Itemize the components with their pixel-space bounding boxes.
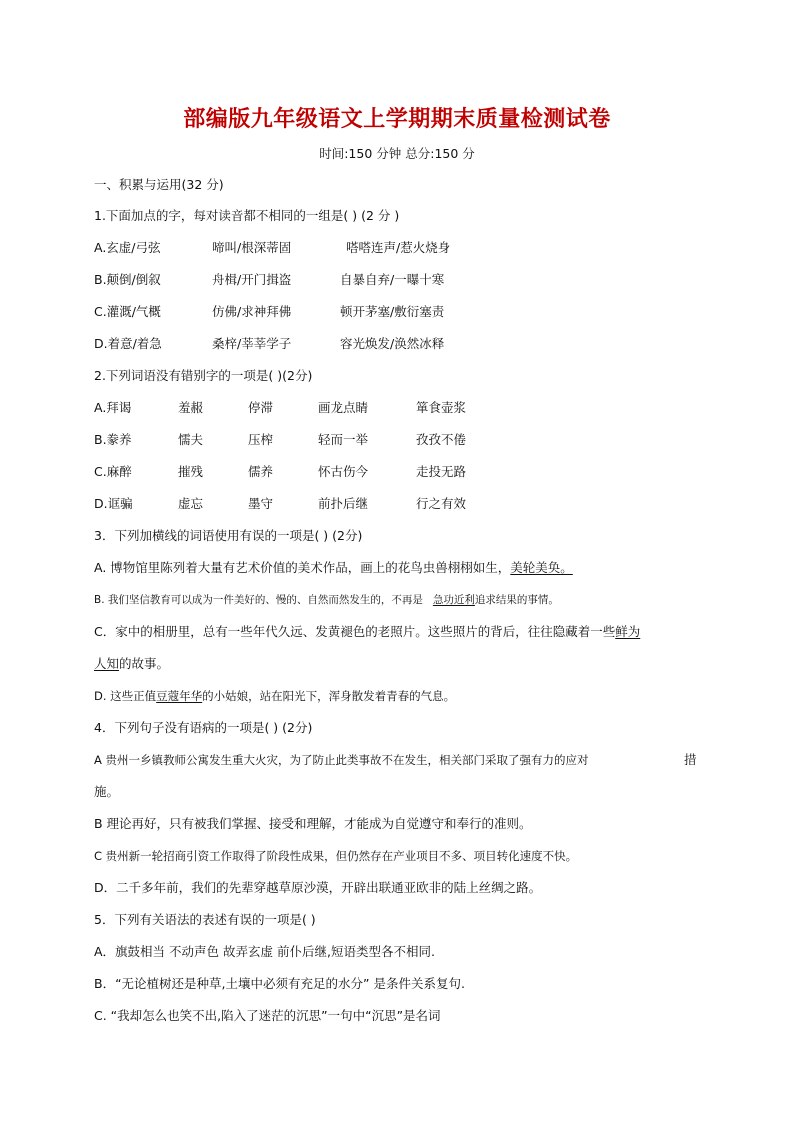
q1-option-c-1: C.灌溉/气概	[94, 304, 161, 319]
q1-option-b-1: B.颠倒/倒叙	[94, 272, 161, 287]
q3-option-a: A. 博物馆里陈列着大量有艺术价值的美术作品，画上的花鸟虫兽栩栩如生，美轮美奂。	[94, 560, 573, 575]
q1-option-a-1: A.玄虚/弓弦	[94, 240, 161, 255]
question-2-stem: 2.下列词语没有错别字的一项是( )(2分)	[94, 368, 313, 383]
q2-d-1: D.诓骗	[94, 496, 133, 511]
q1-option-a-2: 啼叫/根深蒂固	[212, 240, 292, 255]
q1-option-d-1: D.着意/着急	[94, 336, 162, 351]
q2-b-3: 压榨	[248, 432, 274, 447]
underlined-phrase: 人知	[94, 656, 120, 671]
q2-c-3: 儒养	[248, 464, 274, 479]
q1-option-d-3: 容光焕发/涣然冰释	[340, 336, 445, 351]
q2-b-1: B.豢养	[94, 432, 132, 447]
q5-option-a: A．旗鼓相当 不动声色 故弄玄虚 前仆后继,短语类型各不相同.	[94, 944, 435, 959]
q4-option-a-tail: 措	[684, 752, 697, 767]
q1-option-d-2: 桑梓/莘莘学子	[212, 336, 292, 351]
page-title: 部编版九年级语文上学期期末质量检测试卷	[183, 106, 611, 132]
exam-info: 时间:150 分钟 总分:150 分	[319, 146, 475, 161]
q4-option-c: C 贵州新一轮招商引资工作取得了阶段性成果，但仍然存在产业项目不多、项目转化速度不快。	[94, 849, 578, 863]
q2-a-3: 停滞	[248, 400, 274, 415]
q2-b-5: 孜孜不倦	[416, 432, 467, 447]
q2-d-5: 行之有效	[416, 496, 467, 511]
q3-option-d: D. 这些正值豆蔻年华的小姑娘，站在阳光下，浑身散发着青春的气息。	[94, 689, 456, 703]
q2-d-4: 前扑后继	[318, 496, 369, 511]
q2-a-1: A.拜谒	[94, 400, 132, 415]
q2-a-4: 画龙点睛	[318, 400, 369, 415]
q2-b-2: 懦夫	[178, 432, 204, 447]
q5-option-c: C. “我却怎么也笑不出,陷入了迷茫的沉思”一句中“沉思”是名词	[94, 1008, 441, 1023]
q4-option-a: A 贵州一乡镇教师公寓发生重大火灾，为了防止此类事故不在发生，相关部门采取了强有力的应对	[94, 753, 589, 767]
q5-option-b: B．“无论植树还是种草,土壤中必须有充足的水分” 是条件关系复句.	[94, 976, 465, 991]
q1-option-a-3: 嗒嗒连声/惹火烧身	[346, 240, 451, 255]
q1-option-c-3: 顿开茅塞/敷衍塞责	[340, 304, 445, 319]
q2-c-5: 走投无路	[416, 464, 467, 479]
q2-b-4: 轻而一举	[318, 432, 369, 447]
q2-d-3: 墨守	[248, 496, 274, 511]
underlined-phrase: 鲜为	[615, 624, 641, 639]
q2-a-5: 箪食壶浆	[416, 400, 467, 415]
q3-option-c: C．家中的相册里，总有一些年代久远、发黄褪色的老照片。这些照片的背后，往往隐藏着一些鲜为	[94, 624, 641, 639]
underlined-phrase: 豆蔻年华	[156, 689, 203, 703]
question-4-stem: 4．下列句子没有语病的一项是( ) (2分)	[94, 720, 313, 735]
question-1-stem: 1.下面加点的字，每对读音都不相同的一组是( ) (2 分 )	[94, 208, 400, 223]
q1-option-c-2: 仿佛/求神拜佛	[212, 304, 292, 319]
question-5-stem: 5．下列有关语法的表述有误的一项是( )	[94, 912, 316, 927]
q2-c-4: 怀古伤今	[318, 464, 369, 479]
q1-option-b-2: 舟楫/开门揖盗	[212, 272, 292, 287]
underlined-phrase: 急功近利	[432, 594, 475, 606]
q4-option-b: B 理论再好，只有被我们掌握、接受和理解，才能成为自觉遵守和奉行的准则。	[94, 816, 532, 831]
q2-a-2: 羞赧	[178, 400, 204, 415]
q2-c-1: C.麻醉	[94, 464, 132, 479]
q3-option-b: B. 我们坚信教育可以成为一件美好的、慢的、自然而然发生的，不再是 急功近利追求结果的事情。	[94, 594, 559, 606]
q2-c-2: 摧残	[178, 464, 204, 479]
q3-option-c-cont: 人知的故事。	[94, 656, 170, 671]
section-heading: 一、积累与运用(32 分)	[94, 177, 224, 192]
q4-option-a-cont: 施。	[94, 784, 120, 799]
underlined-phrase: 美轮美奂。	[510, 560, 573, 575]
q4-option-d: D．二千多年前，我们的先辈穿越草原沙漠，开辟出联通亚欧非的陆上丝绸之路。	[94, 880, 542, 895]
q1-option-b-3: 自暴自弃/一曝十寒	[340, 272, 445, 287]
q2-d-2: 虚忘	[178, 496, 204, 511]
question-3-stem: 3．下列加横线的词语使用有误的一项是( ) (2分)	[94, 528, 363, 543]
